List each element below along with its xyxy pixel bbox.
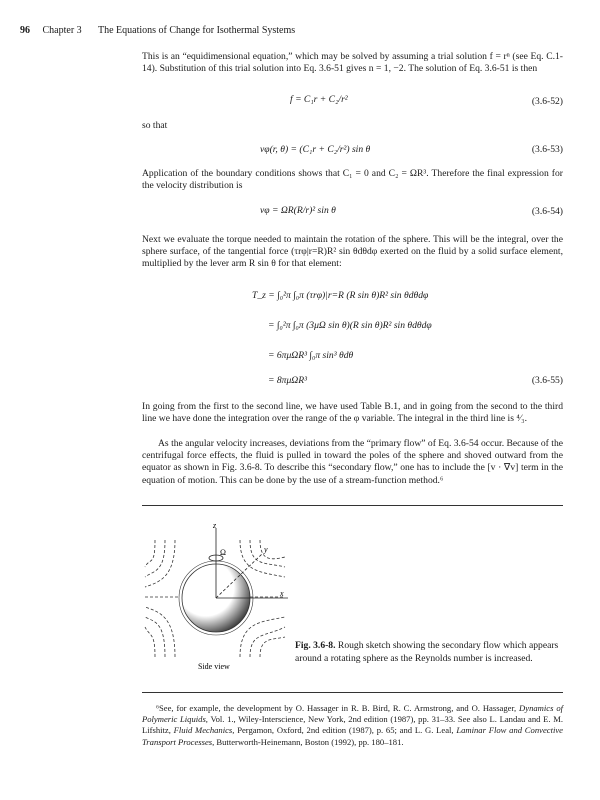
footnote-text: , Pergamon, Oxford, 2nd edition (1987), p. 65; and L. G. Leal, xyxy=(232,725,457,736)
footnote-divider xyxy=(142,692,563,693)
paragraph-3: Next we evaluate the torque needed to maintain the rotation of the sphere. This will be the integral, over the sphere surface, of the tangential force (τrφ|r=R)R² sin θdθdφ exerted on the fluid by a solid surface element, multiplied by the lever arm R sin θ for that element: xyxy=(142,234,563,270)
equation-number: (3.6-55) xyxy=(531,375,563,386)
axis-z-label: z xyxy=(213,522,217,530)
footnote xyxy=(142,703,563,748)
so-that-text: so that xyxy=(142,120,168,131)
caption-text: Rough sketch showing the secondary flow which appears around a rotating sphere as the Reynolds number is increased. xyxy=(295,640,559,664)
footnote-text: , Vol. 1., Wiley-Interscience, New York, 2nd edition (1987), pp. 31–33. See also L. Landau and E. M. Lifshitz, xyxy=(142,714,563,736)
secondary-flow-figure xyxy=(140,522,290,672)
paragraph-2: Application of the boundary conditions shows that C₁ = 0 and C₂ = ΩR³. Therefore the final expression for the velocity distribution is xyxy=(142,168,563,192)
section-divider xyxy=(142,505,563,506)
axis-x-label: x xyxy=(280,589,284,598)
equation-3-6-54 xyxy=(142,200,563,224)
equation-expression: f = C₁r + C₂/r² xyxy=(290,94,348,105)
equation-3-6-53 xyxy=(142,138,563,162)
chapter-title: The Equations of Change for Isothermal Systems xyxy=(97,25,296,36)
paragraph-4: In going from the first to the second line, we have used Table B.1, and in going from the second to the third line we have done the integration over the range of the φ variable. The integral in the third line is ⁴⁄₃. xyxy=(142,401,563,425)
running-header xyxy=(20,25,295,36)
paragraph-5: As the angular velocity increases, deviations from the “primary flow” of Eq. 3.6-54 occur. Because of the centrifugal force effects, the fluid is pulled in toward the poles of the sphere and shoved outward from the equator as shown in Fig. 3.6-8. To describe this “secondary flow,” one has to include the [v · ∇v] term in the equation of motion. This can be done by the use of a stream-function method.⁶ xyxy=(142,438,563,486)
equation-expression: vφ(r, θ) = (C₁r + C₂/r²) sin θ xyxy=(260,144,371,155)
footnote-book-title: Laminar Flow and Convective Transport Processes xyxy=(142,725,563,747)
footnote-text: See, for example, the development by O. Hassager in R. B. Bird, R. C. Armstrong, and O. Hassager, xyxy=(159,703,520,713)
footnote-book-title: Dynamics of Polymeric Liquids xyxy=(142,703,564,725)
footnote-text: , Butterworth-Heinemann, Boston (1992), pp. 180–181. xyxy=(212,736,404,747)
omega-label: Ω xyxy=(220,548,226,557)
equation-number: (3.6-54) xyxy=(531,206,563,217)
figure-caption xyxy=(295,640,565,665)
equation-line: = 8πμΩR³ xyxy=(268,375,307,386)
equation-line: T_z = ∫₀²π ∫₀π (τrφ)|r=R (R sin θ)R² sin θdθdφ xyxy=(252,290,429,301)
equation-line: = ∫₀²π ∫₀π (3μΩ sin θ)(R sin θ)R² sin θdθdφ xyxy=(268,320,432,331)
page-number: 96 xyxy=(20,25,30,36)
side-view-label: Side view xyxy=(198,662,230,671)
equation-number: (3.6-52) xyxy=(531,96,563,107)
equation-3-6-55 xyxy=(142,282,563,392)
footnote-book-title: Fluid Mechanics xyxy=(173,725,233,736)
chapter-label: Chapter 3 xyxy=(42,25,82,36)
equation-number: (3.6-53) xyxy=(531,144,563,155)
equation-3-6-52 xyxy=(142,90,563,114)
axis-y-label: y xyxy=(264,545,268,554)
caption-label: Fig. 3.6-8. xyxy=(295,640,336,651)
equation-line: = 6πμΩR³ ∫₀π sin³ θdθ xyxy=(268,350,354,361)
equation-expression: vφ = ΩR(R/r)² sin θ xyxy=(260,205,336,216)
footnote-mark: ⁶ xyxy=(156,703,159,713)
paragraph-1: This is an “equidimensional equation,” which may be solved by assuming a trial solution f = rⁿ (see Eq. C.1-14). Substitution of this trial solution into Eq. 3.6-51 gives n = 1, −2. The solution of Eq. 3.6-51 is then xyxy=(142,51,563,75)
